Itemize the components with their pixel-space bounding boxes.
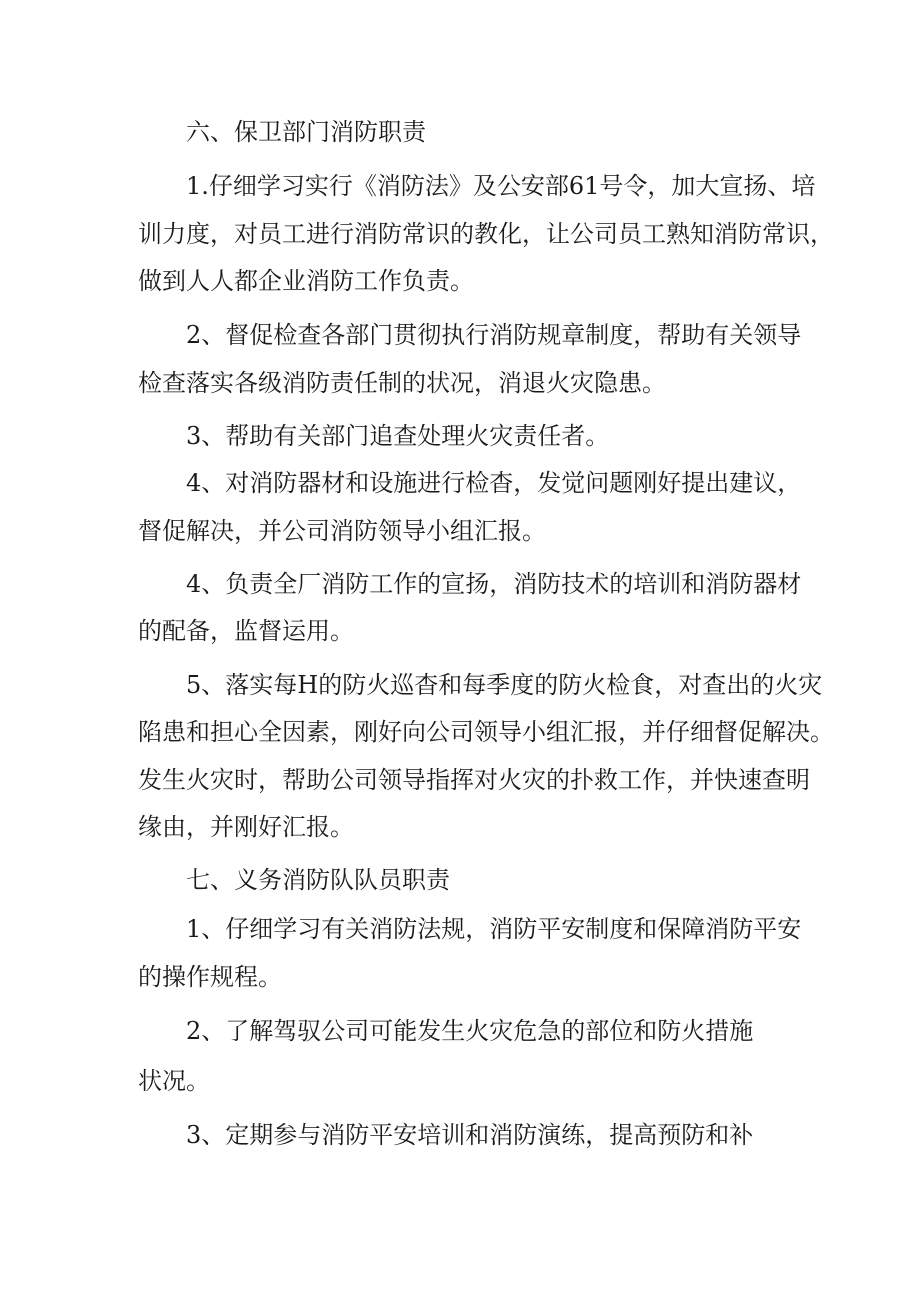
paragraph-line: 的配备，监督运用。 — [138, 617, 354, 645]
section-heading: 六、保卫部门消防职责 — [186, 118, 426, 146]
paragraph-line: 缘由，并刚好汇报。 — [138, 813, 354, 841]
paragraph-line: 做到人人都企业消防工作负责。 — [138, 267, 474, 295]
paragraph-line: 2、了解驾驭公司可能发生火灾危急的部位和防火措施 — [186, 1017, 754, 1045]
paragraph-line: 3、帮助有关部门追查处理火灾责任者。 — [186, 422, 610, 450]
paragraph-line: 4、对消防器材和设施进行检杳，发觉问题刚好提出建议， — [186, 469, 802, 497]
paragraph-line: 检查落实各级消防责任制的状况，消退火灾隐患。 — [138, 369, 666, 397]
paragraph-line: 3、定期参与消防平安培训和消防演练，提高预防和补 — [186, 1121, 754, 1149]
section-heading: 七、义务消防队队员职责 — [186, 866, 450, 894]
paragraph-line: 督促解决，并公司消防领导小组汇报。 — [138, 517, 546, 545]
paragraph-line: 1、仔细学习有关消防法规，消防平安制度和保障消防平安 — [186, 915, 802, 943]
paragraph-line: 5、落实每H的防火巡杳和每季度的防火检食，对查出的火灾 — [186, 671, 823, 699]
paragraph-line: 状况。 — [138, 1067, 210, 1095]
paragraph-line: 1.仔细学习实行《消防法》及公安部61号令，加大宣扬、培 — [186, 172, 816, 200]
paragraph-line: 4、负责全厂消防工作的宣扬，消防技术的培训和消防器材 — [186, 570, 802, 598]
paragraph-line: 陷患和担心全因素，刚好向公司领导小组汇报，并仔细督促解决。 — [138, 718, 834, 746]
paragraph-line: 发生火灾时，帮助公司领导指挥对火灾的扑救工作，并快速查明 — [138, 766, 810, 794]
paragraph-line: 训力度，对员工进行消防常识的教化，让公司员工熟知消防常识， — [138, 220, 834, 248]
paragraph-line: 2、督促检查各部门贯彻执行消防规章制度，帮助有关领导 — [186, 321, 802, 349]
paragraph-line: 的操作规程。 — [138, 963, 282, 991]
